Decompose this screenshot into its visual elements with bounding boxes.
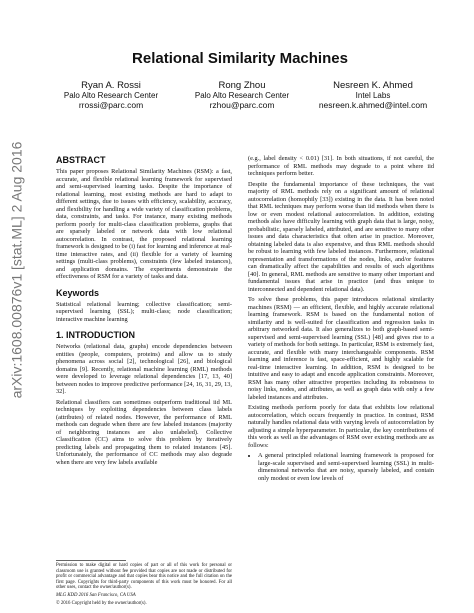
author-affiliation: Palo Alto Research Center — [63, 91, 159, 100]
body-paragraph: (e.g., label density < 0.01) [31]. In both situations, if not careful, the performance of RML methods may degrade to a point where iid techniques perform better. — [248, 155, 434, 177]
author-name: Nesreen K. Ahmed — [333, 80, 413, 91]
body-paragraph: Despite the fundamental importance of these techniques, the vast majority of RML methods rely on a significant amount of relational autocorrelation (homophily [33]) existing in the data. It has been noted that RML techniques may perform worse than iid methods when there is low or even modest relational autocorrelation. In addition, existing methods also have difficulty learning with graph data that is large, noisy, probabilistic, sparsely labeled, attributed, and are sensitive to many other issues and data characteristics that often arise in practice. Moreover, obtaining labeled data is also expensive, and thus RML methods should be robust to learning with few labeled instances. Furthermore, relational representation and transformations of the nodes, links, and/or features can dramatically affect the capabilities and results of such algorithms [40]. In general, RML methods are sensitive to many other important and fundamental issues that arise in practice (and thus unique to interconnected and dependent relational data). — [248, 180, 434, 293]
author-affiliation: Palo Alto Research Center — [194, 91, 290, 100]
left-column — [56, 155, 232, 469]
contribution-item: • A general principled relational learning framework is proposed for large-scale supervised and semi-supervised learning (SSL) in multi-dimensional networks that are noisy, sparsely labeled, and contain only modest or even low levels of — [258, 452, 434, 482]
venue-line: MLG KDD 2016 San Francisco, CA USA — [56, 592, 136, 598]
abstract-heading: ABSTRACT — [56, 155, 106, 165]
paper-title: Relational Similarity Machines — [132, 50, 348, 67]
intro-paragraph: Relational classifiers can sometimes outperform traditional iid ML techniques by exploiting dependencies between class labels (attributes) of related nodes. However, the performance of RML methods can degrade when there are few labeled instances (majority of neighboring instances are also unlabeled). Collective Classification (CC) aims to solve this problem by iteratively predicting labels and propagating them to related instances [45]. Unfortunately, the performance of CC methods may also degrade when there are very few labels available — [56, 398, 232, 466]
author-block — [46, 80, 438, 110]
author-name: Ryan A. Rossi — [81, 80, 141, 91]
body-paragraph: To solve these problems, this paper introduces relational similarity machines (RSM) — an efficient, flexible, and highly accurate relational learning framework. RSM is based on the fundamental notion of similarity and is well-suited for classification and regression tasks in arbitrary networked data. It also generalizes to both graph-based semi-supervised and semi-supervised learning (SSL) [48] and gives rise to a variety of methods for both settings. In particular, RSM is extremely fast, accurate, and flexible with many interchangeable components. RSM learning and inference is fast, space-efficient, and highly scalable for real-time interactive learning. In addition, RSM is designed to be intuitive and easy to adapt and encode application constraints. Moreover, RSM has many other attractive properties including its robustness to noisy links, nodes, and attributes, as well as graph data with only a few labeled instances and attributes. — [248, 296, 434, 401]
introduction-heading: 1. INTRODUCTION — [56, 330, 136, 340]
author-affiliation: Intel Labs — [355, 91, 391, 100]
copyright-footnote — [56, 563, 232, 608]
author-2 — [177, 80, 307, 110]
author-email: nesreen.k.ahmed@intel.com — [318, 100, 428, 110]
author-name: Rong Zhou — [218, 80, 266, 91]
body-paragraph: Existing methods perform poorly for data that exhibits low relational autocorrelation, which occurs frequently in practice. In contrast, RSM naturally handles relational data with varying levels of autocorrelation by adjusting a simple hyperparameter. In particular, the key contributions of this work as well as the advantages of RSM over existing methods are as follows: — [248, 404, 434, 449]
copyright-line: © 2016 Copyright held by the owner/author(s). — [56, 600, 147, 606]
author-3 — [308, 80, 438, 110]
arxiv-identifier: arXiv:1608.00876v1 [stat.ML] 2 Aug 2016 — [8, 141, 25, 399]
right-column — [248, 155, 434, 482]
keywords-heading: Keywords — [56, 287, 100, 298]
contributions-list — [248, 452, 434, 482]
author-1 — [46, 80, 176, 110]
author-email: rzhou@parc.com — [209, 100, 275, 110]
author-email: rrossi@parc.com — [78, 100, 144, 110]
permission-notice: Permission to make digital or hard copies of part or all of this work for personal or classroom use is granted without fee provided that copies are not made or distributed for profit or commercial advantage and that copies bear this notice and the full citation on the first page. Copyrights for third-party components of this work must be honored. For all other uses, contact the owner/author(s). — [56, 563, 232, 591]
abstract-text: This paper proposes Relational Similarity Machines (RSM): a fast, accurate, and flexible relational learning framework for supervised and semi-supervised learning tasks. Despite the importance of relational learning, most existing methods are hard to adapt to different settings, due to issues with efficiency, scalability, accuracy, and flexibility for handling a wide variety of classification problems, data, constraints, and tasks. For instance, many existing methods perform poorly for multi-class classification problems, graphs that are sparsely labeled or network data with low relational autocorrelation. In contrast, the proposed relational learning framework is designed to be (i) fast for learning and inference at real-time interactive rates, and (ii) flexible for a variety of learning settings (multi-class problems), constraints (few labeled instances), and application domains. The experiments demonstrate the effectiveness of RSM for a variety of tasks and data. — [56, 168, 232, 280]
intro-paragraph: Networks (relational data, graphs) encode dependencies between entities (people, computers, proteins) and allow us to study phenomena across social [2], technological [26], and biological domains [9]. Recently, relational machine learning (RML) methods were developed to leverage relational dependencies [17, 13, 40] between nodes to improve predictive performance [24, 16, 31, 29, 13, 32]. — [56, 343, 232, 395]
footnote-rule — [56, 560, 126, 561]
keywords-text: Statistical relational learning; collective classification; semi-supervised learning (SSL); multi-class; node classification; interactive machine learning — [56, 300, 232, 323]
